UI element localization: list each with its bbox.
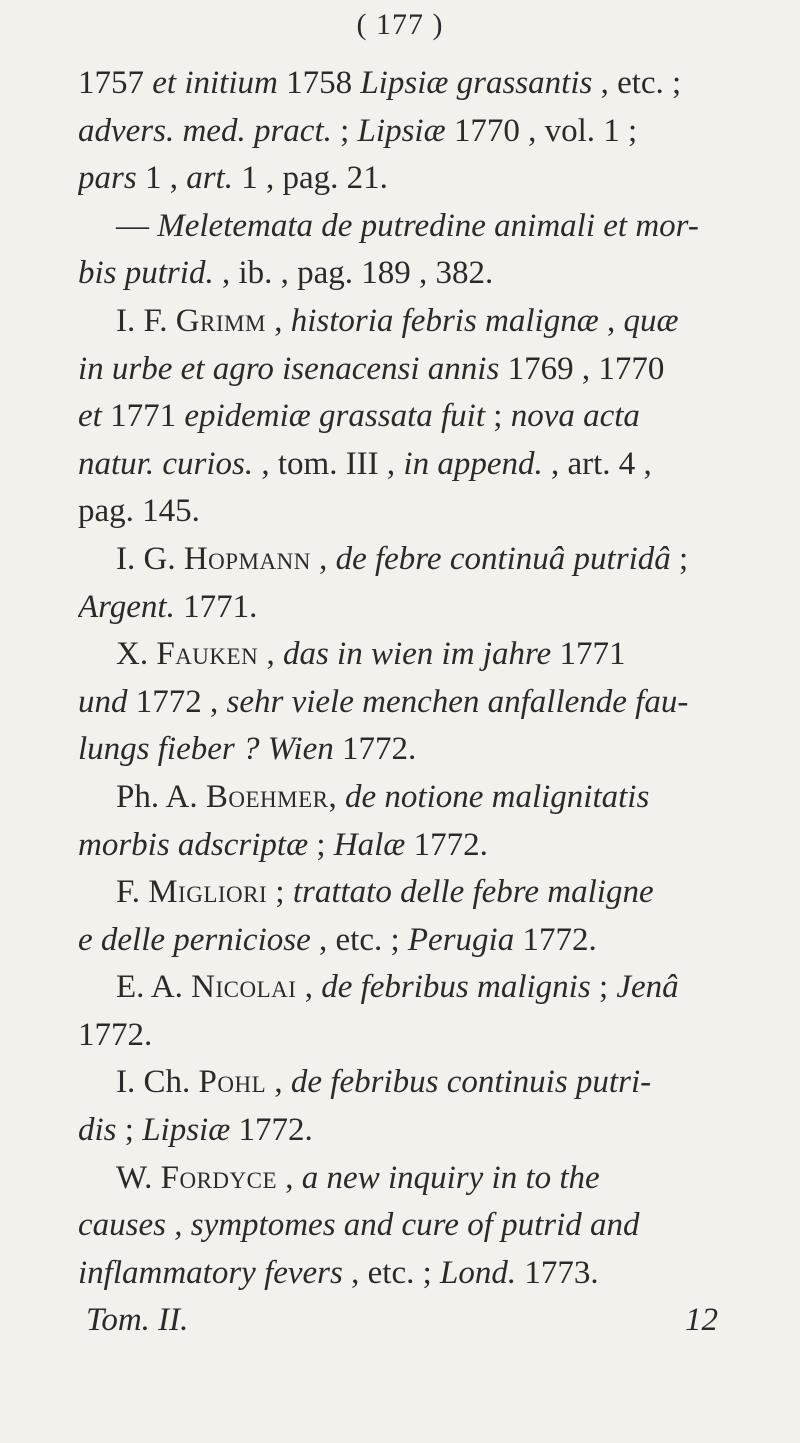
- bibliography-entry-fordyce: W. Fordyce , a new inquiry in to the: [116, 1159, 600, 1196]
- bibliography-entry-nicolai: E. A. Nicolai , de febribus malignis ; Jenâ: [116, 969, 679, 1006]
- text-line: morbis adscriptæ ; Halæ 1772.: [78, 826, 488, 863]
- text-line: 1772.: [78, 1016, 153, 1053]
- text-line: et 1771 epidemiæ grassata fuit ; nova acta: [78, 398, 640, 435]
- text-line: in urbe et agro isenacensi annis 1769 , 1770: [78, 350, 665, 387]
- text-line: natur. curios. , tom. III , in append. , art. 4 ,: [78, 445, 652, 482]
- page-number: ( 177 ): [356, 8, 444, 41]
- text-line: advers. med. pract. ; Lipsiæ 1770 , vol. 1 ;: [78, 112, 638, 149]
- bibliography-entry-grimm: I. F. Grimm , historia febris malignæ , quæ: [116, 302, 679, 339]
- text-line: bis putrid. , ib. , pag. 189 , 382.: [78, 255, 494, 292]
- text-line: und 1772 , sehr viele menchen anfallende fau-: [78, 683, 689, 720]
- bibliography-entry-boehmer: Ph. A. Boehmer, de notione malignitatis: [116, 778, 650, 815]
- bibliography-entry-meletemata: — Meletemata de putredine animali et mor-: [116, 207, 699, 244]
- text-line: inflammatory fevers , etc. ; Lond. 1773.: [78, 1254, 599, 1291]
- text-line: Argent. 1771.: [78, 588, 258, 625]
- catchword: 12: [685, 1302, 718, 1339]
- text-line: pag. 145.: [78, 493, 200, 530]
- text-line: dis ; Lipsiæ 1772.: [78, 1112, 313, 1149]
- bibliography-entry-fauken: X. Fauken , das in wien im jahre 1771: [116, 636, 626, 673]
- bibliography-entry-hopmann: I. G. Hopmann , de febre continuâ putridâ ;: [116, 540, 689, 577]
- text-line: 1757 et initium 1758 Lipsiæ grassantis , etc. ;: [78, 65, 682, 101]
- bibliography-entry-migliori: F. Migliori ; trattato delle febre maligne: [116, 874, 654, 911]
- text-line: e delle perniciose , etc. ; Perugia 1772.: [78, 921, 597, 958]
- signature-mark: Tom. II.: [86, 1302, 189, 1339]
- text-line: causes , symptomes and cure of putrid and: [78, 1207, 640, 1244]
- text-line: pars 1 , art. 1 , pag. 21.: [78, 160, 388, 197]
- page-footer: [78, 1297, 738, 1345]
- text-line: lungs fieber ? Wien 1772.: [78, 731, 417, 768]
- bibliography-text: [78, 60, 738, 1345]
- bibliography-entry-pohl: I. Ch. Pohl , de febribus continuis putri-: [116, 1064, 652, 1101]
